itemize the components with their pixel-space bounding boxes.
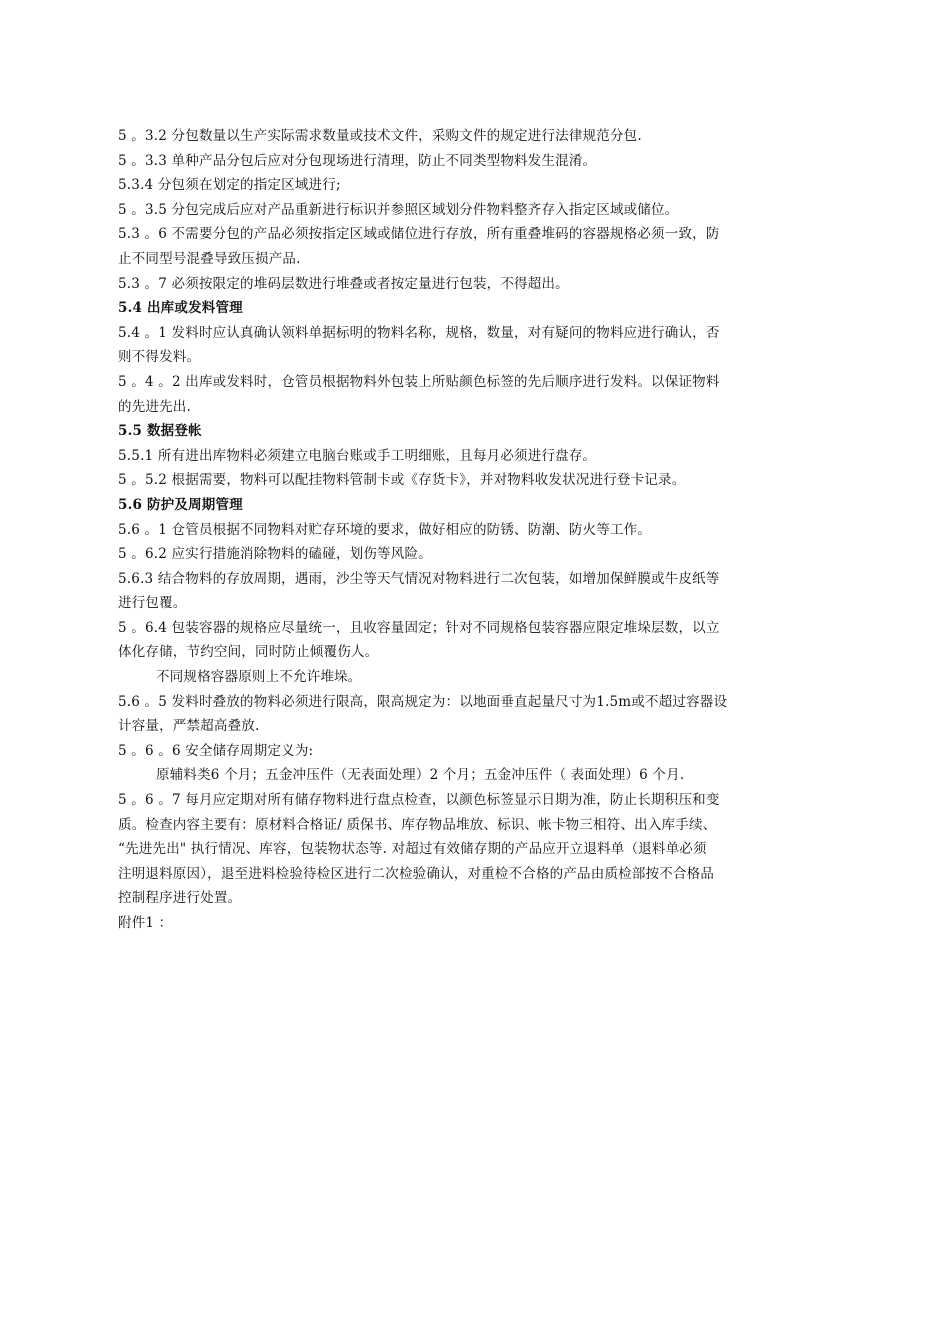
text-line: 5.3 。7 必须按限定的堆码层数进行堆叠或者按定量进行包装，不得超出。 (118, 275, 569, 292)
text-line: 原辅料类6 个月；五金冲压件（无表面处理）2 个月；五金冲压件（ 表面处理）6 个月. (156, 767, 685, 784)
text-line: 的先进先出. (118, 398, 191, 415)
text-line: 5 。6.2 应实行措施消除物料的磕碰，划伤等风险。 (118, 546, 432, 563)
text-line: 5 。4 。2 出库或发料时，仓管员根据物料外包装上所贴颜色标签的先后顺序进行发料。以保证物料 (118, 373, 720, 390)
text-line: 5 。3.3 单种产品分包后应对分包现场进行清理，防止不同类型物料发生混淆。 (118, 152, 597, 169)
text-line: 不同规格容器原则上不允许堆垛。 (156, 669, 362, 686)
text-line: 5.6.3 结合物料的存放周期，遇雨，沙尘等天气情况对物料进行二次包装，如增加保鲜膜或牛皮纸等 (118, 570, 720, 587)
text-line: 5 。3.2 分包数量以生产实际需求数量或技术文件，采购文件的规定进行法律规范分包. (118, 128, 642, 144)
section-heading: 5.4 出库或发料管理 (118, 300, 243, 317)
text-line: “先进先出" 执行情况、库容，包装物状态等. 对超过有效储存期的产品应开立退料单（退料单必须 (118, 841, 707, 858)
text-line: 5 。6 。7 每月应定期对所有储存物料进行盘点检查，以颜色标签显示日期为准，防止长期积压和变 (118, 792, 720, 809)
text-line: 5 。6.4 包装容器的规格应尽量统一，且收容量固定；针对不同规格包装容器应限定堆垛层数，以立 (118, 619, 720, 636)
text-line: 止不同型号混叠导致压损产品. (118, 250, 301, 267)
document-body (118, 124, 858, 936)
section-heading: 5.5 数据登帐 (118, 423, 202, 440)
text-line: 附件1 ： (118, 915, 173, 931)
text-line: 进行包覆。 (118, 595, 187, 612)
text-line: 计容量，严禁超高叠放. (118, 718, 260, 735)
text-line: 5 。6 。6 安全储存周期定义为: (118, 742, 314, 759)
text-line: 5 。5.2 根据需要，物料可以配挂物料管制卡或《存货卡》，并对物料收发状况进行登卡记录。 (118, 472, 686, 489)
text-line: 5.6 。5 发料时叠放的物料必须进行限高，限高规定为：以地面垂直起量尺寸为1.5m或不超过容器设 (118, 693, 728, 710)
text-line: 5.5.1 所有进出库物料必须建立电脑台账或手工明细账，且每月必须进行盘存。 (118, 447, 597, 464)
text-line: 则不得发料。 (118, 349, 201, 366)
text-line: 注明退料原因），退至进料检验待检区进行二次检验确认，对重检不合格的产品由质检部按不合格品 (118, 865, 715, 882)
text-line: 体化存储，节约空间，同时防止倾覆伤人。 (118, 644, 379, 661)
text-line: 5.3.4 分包须在划定的指定区域进行; (118, 177, 341, 194)
text-line: 5.6 。1 仓管员根据不同物料对贮存环境的要求，做好相应的防锈、防潮、防火等工作。 (118, 521, 652, 538)
text-line: 5 。3.5 分包完成后应对产品重新进行标识并参照区域划分件物料整齐存入指定区域或储位。 (118, 201, 679, 218)
text-line: 控制程序进行处置。 (118, 890, 242, 907)
text-line: 5.4 。1 发料时应认真确认领料单据标明的物料名称，规格，数量，对有疑问的物料应进行确认，否 (118, 324, 720, 341)
text-line: 质。检查内容主要有：原材料合格证/ 质保书、库存物品堆放、标识、帐卡物三相符、出入库手续、 (118, 816, 717, 833)
section-heading: 5.6 防护及周期管理 (118, 496, 243, 513)
text-line: 5.3 。6 不需要分包的产品必须按指定区域或储位进行存放，所有重叠堆码的容器规格必须一致，防 (118, 226, 720, 243)
